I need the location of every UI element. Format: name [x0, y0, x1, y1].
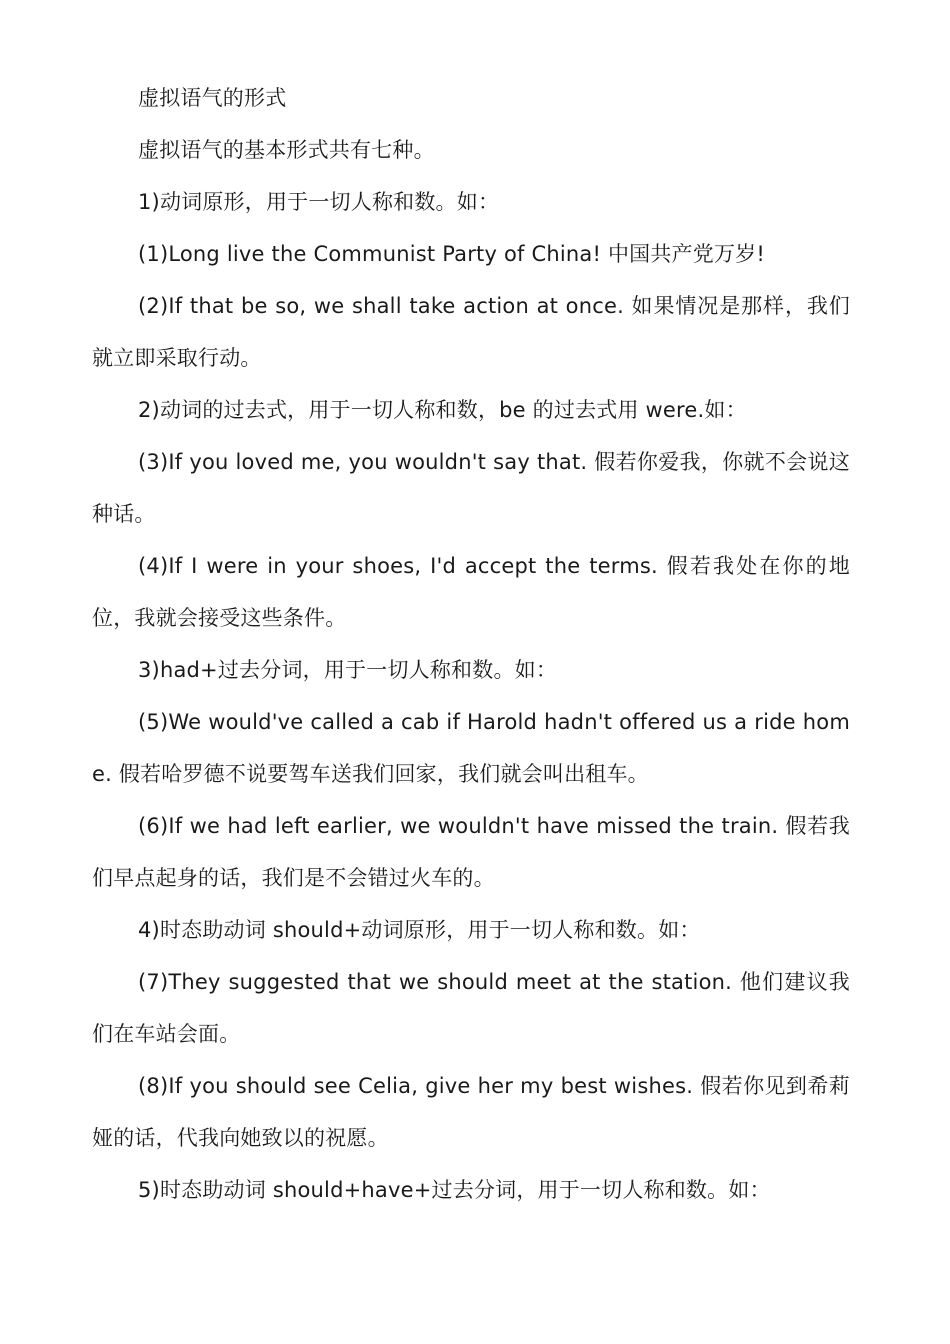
- example-8: (8)If you should see Celia, give her my best wishes. 假若你见到希莉娅的话，代我向她致以的祝愿。: [92, 1074, 850, 1150]
- example-5: (5)We would've called a cab if Harold hadn't offered us a ride home. 假若哈罗德不说要驾车送我们回家，我们就会叫出租车。: [92, 710, 850, 786]
- intro-paragraph: 虚拟语气的基本形式共有七种。: [138, 138, 435, 162]
- form-heading-4: 4)时态助动词 should+动词原形，用于一切人称和数。如：: [138, 918, 701, 942]
- example-2: (2)If that be so, we shall take action at once. 如果情况是那样，我们就立即采取行动。: [92, 294, 850, 370]
- form-heading-3: 3)had+过去分词，用于一切人称和数。如：: [138, 658, 558, 682]
- section-title: 虚拟语气的形式: [138, 86, 287, 110]
- document-body: [92, 72, 850, 1216]
- example-6: (6)If we had left earlier, we wouldn't have missed the train. 假若我们早点起身的话，我们是不会错过火车的。: [92, 814, 850, 890]
- example-7: (7)They suggested that we should meet at the station. 他们建议我们在车站会面。: [92, 970, 851, 1046]
- example-3: (3)If you loved me, you wouldn't say that. 假若你爱我，你就不会说这种话。: [92, 450, 850, 526]
- form-heading-1: 1)动词原形，用于一切人称和数。如：: [138, 190, 500, 214]
- form-heading-2: 2)动词的过去式，用于一切人称和数，be 的过去式用 were.如：: [138, 398, 747, 422]
- example-1: (1)Long live the Communist Party of China! 中国共产党万岁!: [138, 242, 765, 266]
- form-heading-5: 5)时态助动词 should+have+过去分词，用于一切人称和数。如：: [138, 1178, 771, 1202]
- example-4: (4)If I were in your shoes, I'd accept the terms. 假若我处在你的地位，我就会接受这些条件。: [92, 554, 850, 630]
